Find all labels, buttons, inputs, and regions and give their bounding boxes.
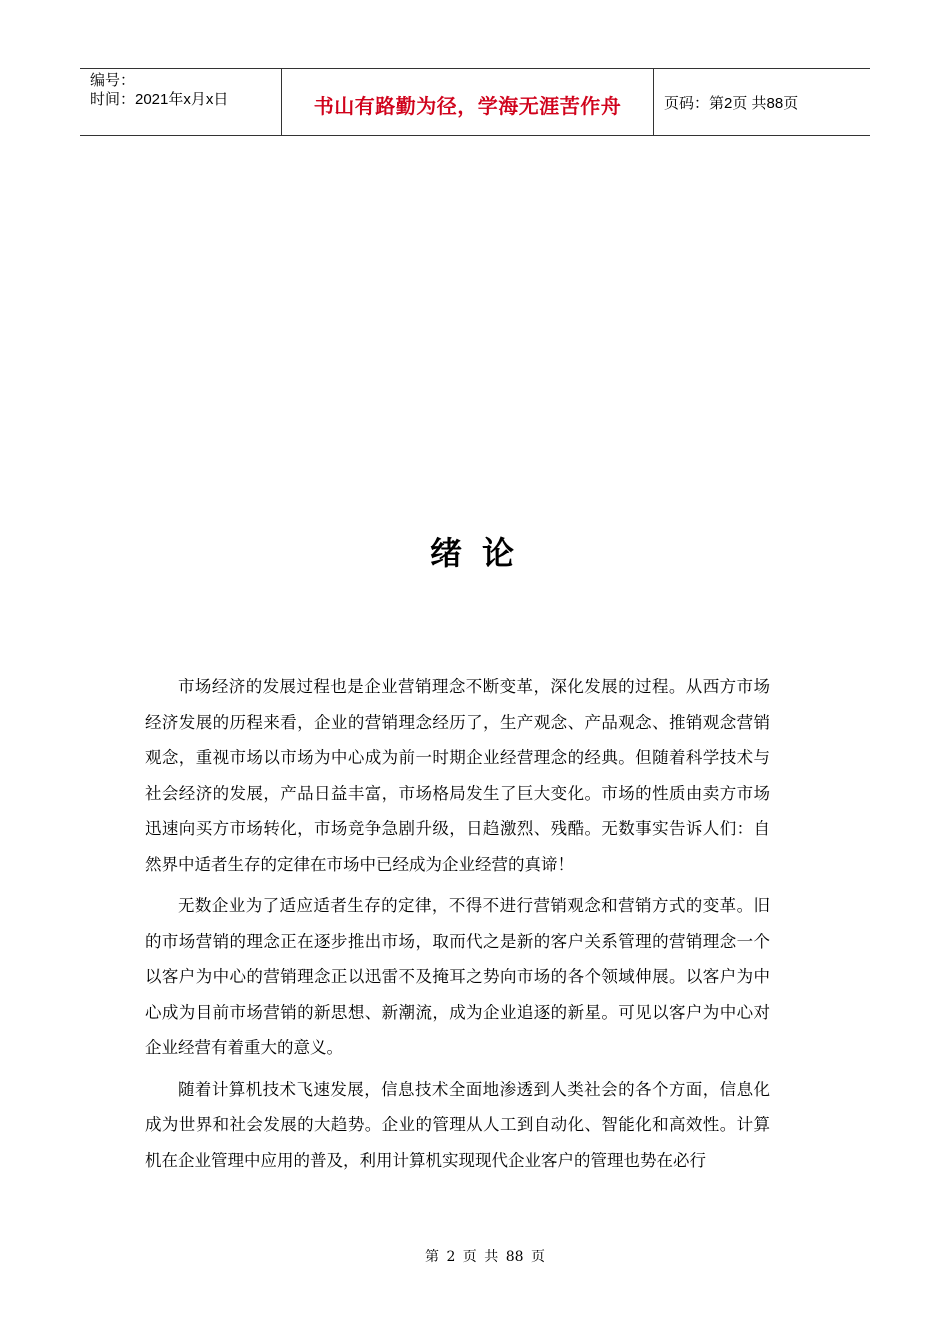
header-page-info: 页码：第2页 共88页 [664, 94, 799, 112]
document-body [145, 669, 770, 1184]
body-paragraph: 随着计算机技术飞速发展，信息技术全面地渗透到人类社会的各个方面，信息化成为世界和社会发展的大趋势。企业的管理从人工到自动化、智能化和高效性。计算机在企业管理中应用的普及，利用计算机实现现代企业客户的管理也势在必行 [145, 1079, 770, 1170]
body-paragraph: 无数企业为了适应适者生存的定律，不得不进行营销观念和营销方式的变革。旧的市场营销的理念正在逐步推出市场，取而代之是新的客户关系管理的营销理念一个以客户为中心的营销理念正以迅雷不及掩耳之势向市场的各个领域伸展。以客户为中心成为目前市场营销的新思想、新潮流，成为企业追逐的新星。可见以客户为中心对企业经营有着重大的意义。 [145, 896, 770, 1057]
header-page-cell [654, 69, 870, 135]
page-footer: 第 2 页 共 88 页 [425, 1249, 545, 1265]
header-motto-cell [281, 69, 654, 135]
document-date: 时间：2021年x月x日 [90, 91, 229, 108]
page-header [80, 68, 870, 136]
body-paragraph: 市场经济的发展过程也是企业营销理念不断变革，深化发展的过程。从西方市场经济发展的历程来看，企业的营销理念经历了，生产观念、产品观念、推销观念营销观念，重视市场以市场为中心成为前一时期企业经营理念的经典。但随着科学技术与社会经济的发展，产品日益丰富，市场格局发生了巨大变化。市场的性质由卖方市场迅速向买方市场转化，市场竞争急剧升级，日趋激烈、残酷。无数事实告诉人们：自然界中适者生存的定律在市场中已经成为企业经营的真谛！ [145, 677, 770, 874]
header-meta-cell [80, 69, 281, 135]
header-motto: 书山有路勤为径，学海无涯苦作舟 [313, 93, 622, 118]
document-number-label: 编号： [90, 72, 136, 89]
document-title: 绪论 [429, 534, 534, 572]
